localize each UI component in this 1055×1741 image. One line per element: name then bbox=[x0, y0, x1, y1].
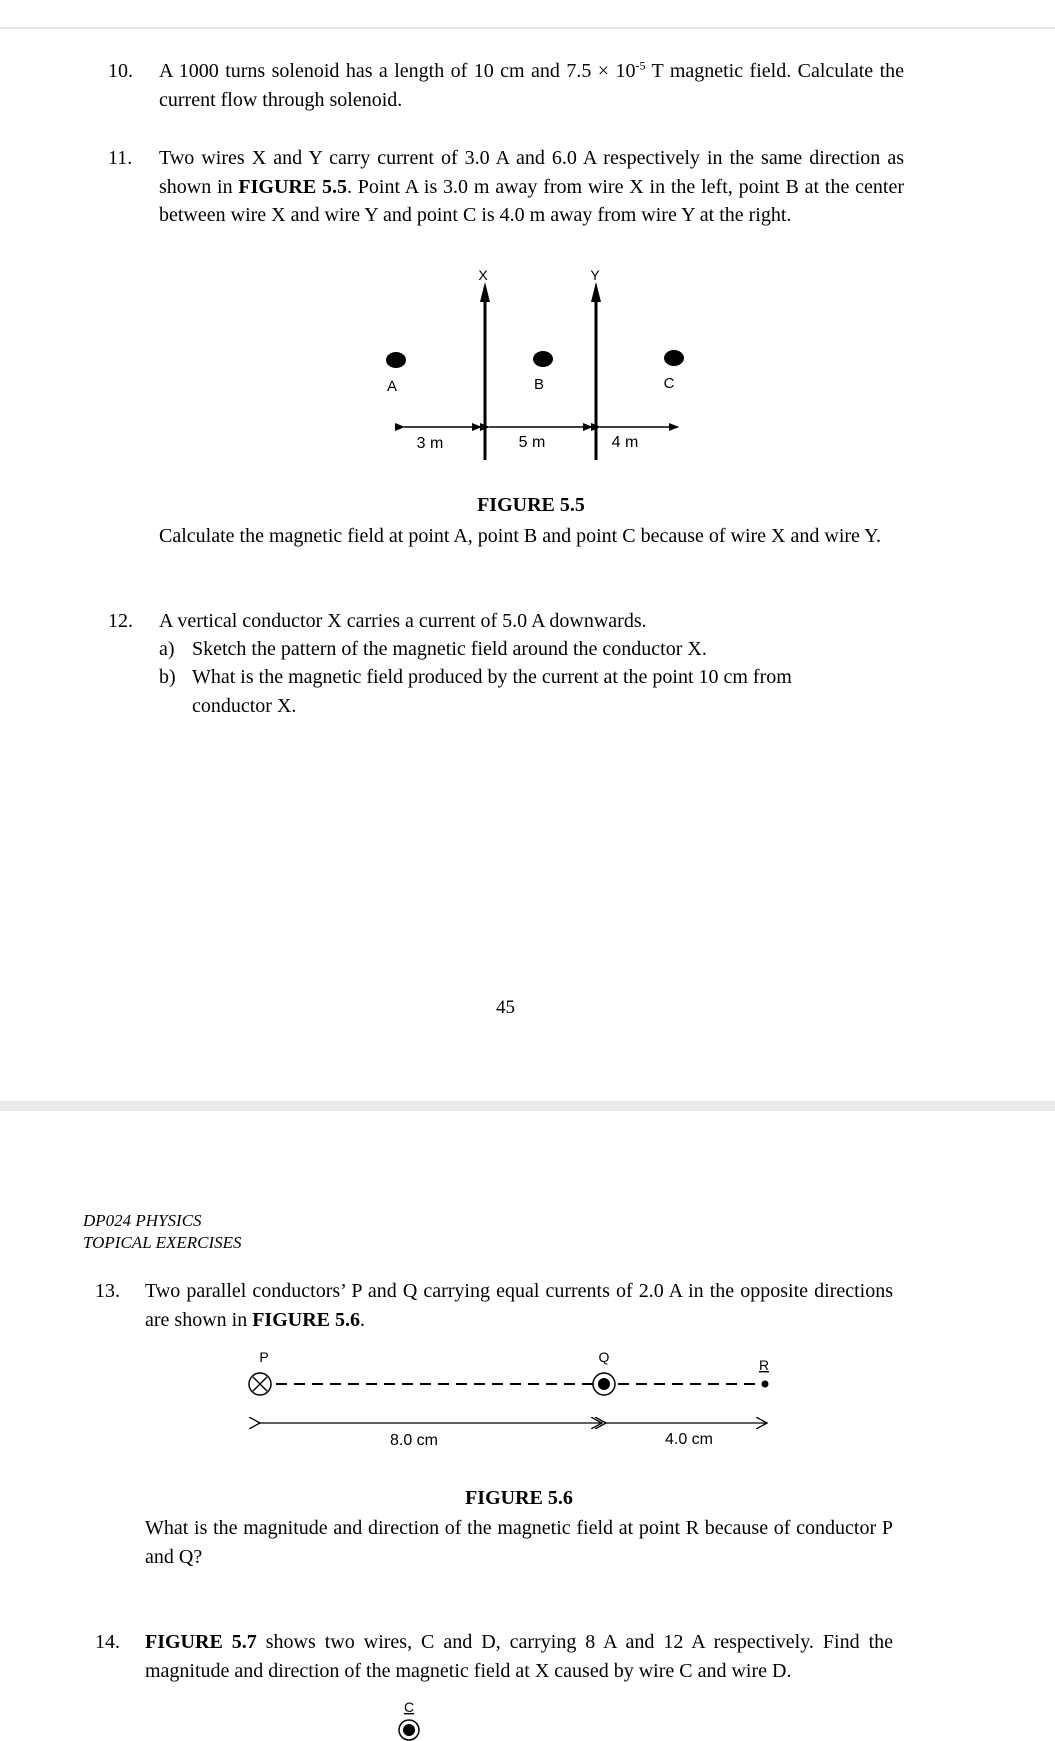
point-a-dot bbox=[386, 352, 406, 368]
figure-5-6 bbox=[240, 1345, 780, 1450]
conductor-q-out-of-page-icon bbox=[593, 1373, 615, 1395]
q12-b-text: What is the magnetic field produced by the current at the point 10 cm from conductor X. bbox=[192, 666, 792, 717]
q13-number: 13. bbox=[95, 1280, 120, 1302]
figure-5-5-caption: FIGURE 5.5 bbox=[477, 494, 585, 516]
q11-figure-ref: FIGURE 5.5 bbox=[238, 175, 347, 198]
conductor-p-label: P bbox=[259, 1349, 269, 1365]
point-c-dot bbox=[664, 350, 684, 366]
course-header-line2: TOPICAL EXERCISES bbox=[83, 1233, 242, 1252]
figure-5-7-partial bbox=[390, 1698, 430, 1741]
course-header bbox=[83, 1210, 242, 1254]
distance-3m-label: 3 m bbox=[416, 435, 444, 452]
q12-a-text: Sketch the pattern of the magnetic field around the conductor X. bbox=[192, 638, 707, 660]
q13-question: What is the magnitude and direction of the magnetic field at point R because of conductor P and Q? bbox=[145, 1517, 893, 1568]
q10-number: 10. bbox=[108, 60, 133, 82]
page-break bbox=[0, 1101, 1055, 1111]
point-c-label: C bbox=[663, 375, 675, 392]
conductor-p-into-page-icon bbox=[249, 1373, 271, 1395]
q14-text-body: shows two wires, C and D, carrying 8 A and 12 A respectively. Find the magnitude and direction of the magnetic field at X caused by wire C and wire D. bbox=[145, 1631, 893, 1682]
wire-y-label: Y bbox=[590, 267, 600, 283]
q10-text-a: A 1000 turns solenoid has a length of 10 cm and 7.5 × 10 bbox=[159, 60, 636, 82]
q11-number: 11. bbox=[108, 147, 133, 169]
point-b-label: B bbox=[533, 376, 545, 393]
q12-number: 12. bbox=[108, 610, 133, 632]
wire-c-label: C bbox=[403, 1699, 415, 1715]
point-b-dot bbox=[533, 351, 553, 367]
q14-text bbox=[145, 1628, 893, 1685]
figure-5-5 bbox=[360, 262, 700, 462]
q10-exponent: -5 bbox=[635, 58, 646, 73]
q14-number: 14. bbox=[95, 1631, 120, 1653]
q13-text-b: . bbox=[360, 1308, 365, 1331]
page-top-border bbox=[0, 27, 1055, 29]
point-r-dot bbox=[762, 1381, 769, 1388]
wire-x-label: X bbox=[478, 267, 488, 283]
distance-4m-label: 4 m bbox=[611, 434, 639, 451]
q10-text bbox=[159, 57, 904, 114]
q13-text bbox=[145, 1277, 893, 1334]
q11-question: Calculate the magnetic field at point A, point B and point C because of wire X and wire Y. bbox=[159, 525, 882, 547]
q12-a-label: a) bbox=[159, 638, 175, 660]
q10-text-b: T magnetic field. Calculate the current flow through solenoid. bbox=[159, 60, 905, 111]
distance-8cm-label: 8.0 cm bbox=[389, 1432, 439, 1449]
course-header-line1: DP024 PHYSICS bbox=[83, 1211, 202, 1230]
point-r-label: R bbox=[758, 1357, 770, 1373]
q13-figure-ref: FIGURE 5.6 bbox=[252, 1308, 360, 1331]
q12-text: A vertical conductor X carries a current of 5.0 A downwards. bbox=[159, 610, 647, 632]
q12-b-label: b) bbox=[159, 666, 176, 688]
page-number: 45 bbox=[496, 997, 515, 1018]
wire-x-arrow-icon bbox=[480, 282, 490, 302]
distance-4cm-label: 4.0 cm bbox=[664, 1431, 714, 1448]
wire-y-arrow-icon bbox=[591, 282, 601, 302]
q11-text-b: . Point A is 3.0 m away from wire X in the left, point B at the center between wire X and wire Y and point C is 4.0 m away from wire Y at the right. bbox=[159, 175, 904, 226]
wire-c-out-of-page-icon bbox=[399, 1720, 419, 1740]
conductor-q-label: Q bbox=[598, 1349, 610, 1365]
figure-5-6-caption: FIGURE 5.6 bbox=[465, 1487, 573, 1509]
q14-figure-ref: FIGURE 5.7 bbox=[145, 1631, 257, 1653]
q11-text bbox=[159, 144, 904, 230]
point-a-label: A bbox=[386, 378, 398, 395]
q13-text-a: Two parallel conductors’ P and Q carrying equal currents of 2.0 A in the opposite directions are shown in bbox=[145, 1280, 893, 1331]
distance-5m-label: 5 m bbox=[518, 434, 546, 451]
q11-text-a: Two wires X and Y carry current of 3.0 A and 6.0 A respectively in the same direction as shown in bbox=[159, 147, 904, 198]
